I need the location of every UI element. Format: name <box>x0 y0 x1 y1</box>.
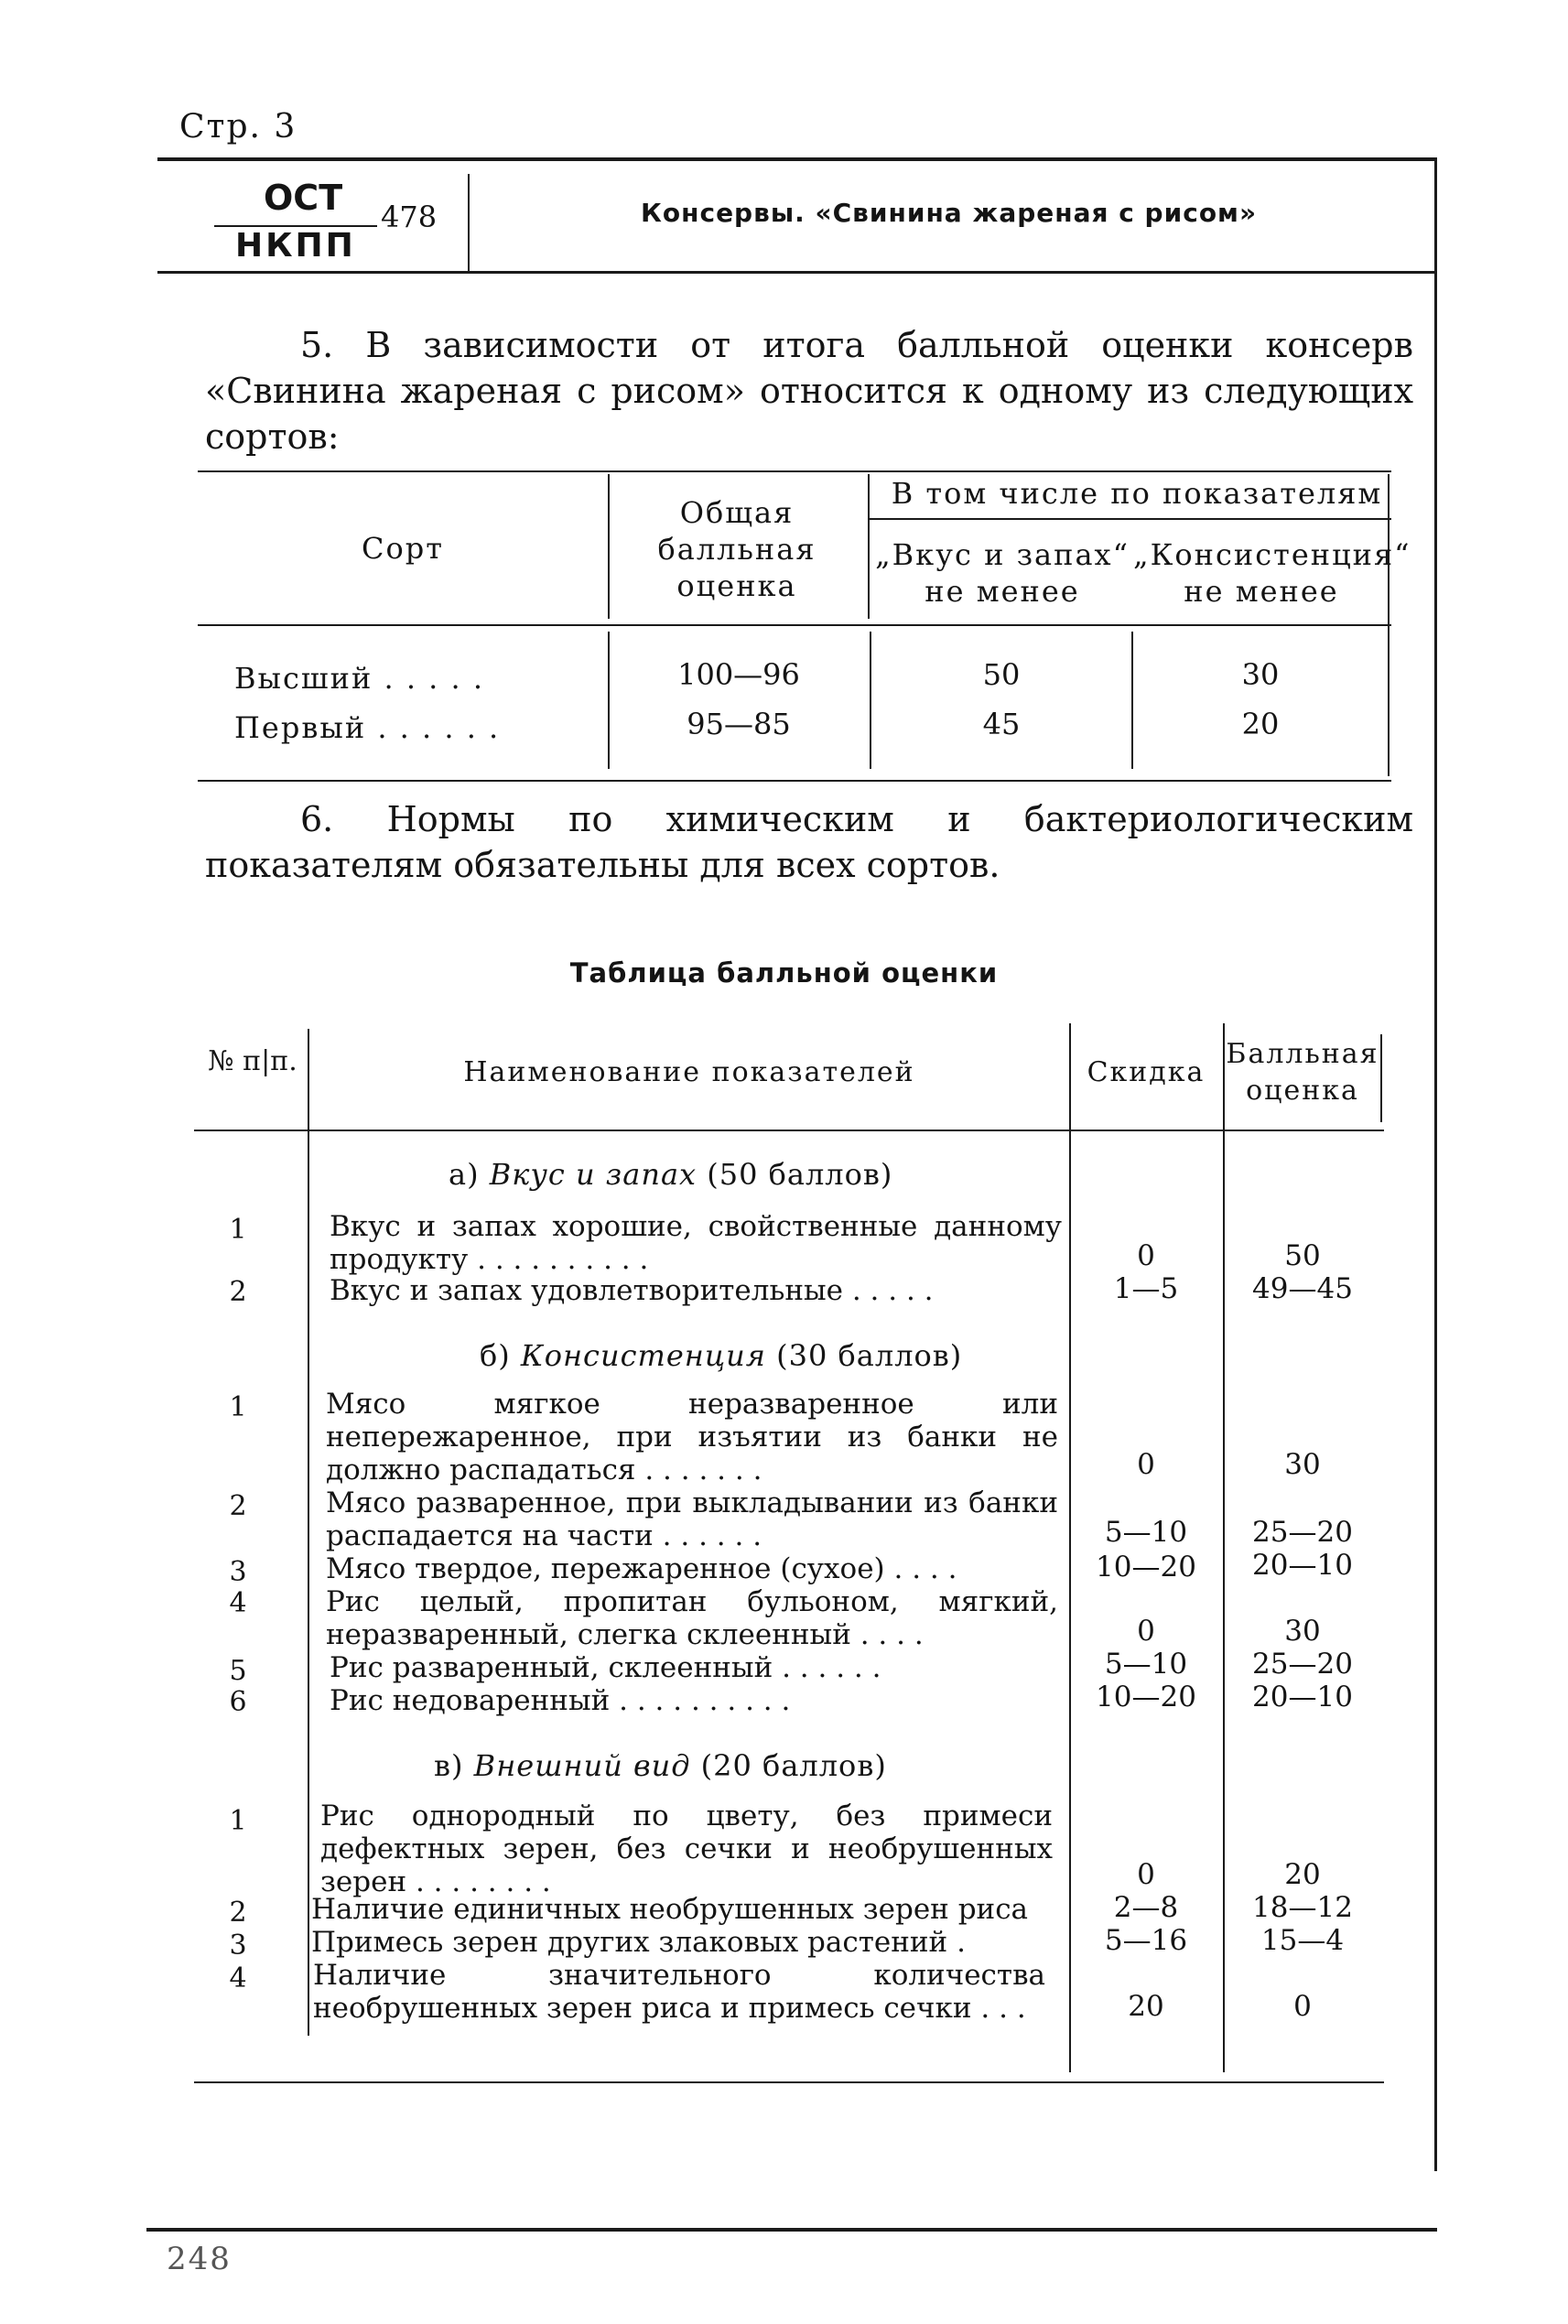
score-table-header-rule <box>194 1130 1384 1131</box>
standard-code-top: ОСТ <box>264 178 343 218</box>
row-a2-discount: 1—5 <box>1113 1272 1179 1305</box>
row-a2-no: 2 <box>229 1276 247 1308</box>
score-col-score: Балльная оценка <box>1226 1038 1379 1107</box>
section-a-points: (50 баллов) <box>707 1157 893 1192</box>
grade-table-vline-5 <box>1131 632 1133 769</box>
score-col-name: Наименование показателей <box>463 1056 915 1088</box>
page-frame-right <box>1434 157 1437 2171</box>
header-top-rule <box>157 157 1435 161</box>
grade-row-2-taste: 45 <box>982 707 1021 741</box>
row-b6-score: 20—10 <box>1252 1681 1353 1713</box>
row-a2-indicator: Вкус и запах удовлетворительные . . . . . <box>330 1274 934 1307</box>
row-a1-discount: 0 <box>1137 1239 1155 1272</box>
row-b3-indicator: Мясо твердое, пережаренное (сухое) . . . . <box>326 1552 957 1585</box>
grade-row-2-total: 95—85 <box>687 707 791 741</box>
grade-row-1-consistency: 30 <box>1241 657 1280 692</box>
row-b3-discount: 10—20 <box>1096 1551 1196 1584</box>
grade-table-group-rule <box>870 518 1391 520</box>
row-b4-indicator: Рис целый, пропитан бульоном, мягкий, неразваренный, слегка склеенный . . . . <box>326 1585 1058 1651</box>
row-c3-score: 15—4 <box>1260 1924 1345 1957</box>
row-b1-indicator: Мясо мягкое неразваренное или непережаренное, при изъятии из банки не должно распадаться . . . . . . . <box>326 1388 1058 1486</box>
row-c3-discount: 5—16 <box>1104 1924 1188 1957</box>
page-label: Стр. 3 <box>179 108 297 146</box>
grade-row-1-name: Высший . . . . . <box>234 661 485 696</box>
row-b3-score: 20—10 <box>1252 1549 1353 1582</box>
row-b5-discount: 5—10 <box>1104 1648 1188 1681</box>
section-c-points: (20 баллов) <box>700 1748 887 1783</box>
row-c4-indicator: Наличие значительного количества необрушенных зерен риса и примесь сечки . . . <box>313 1959 1045 2025</box>
grade-col-group: В том числе по показателям <box>891 476 1383 511</box>
grade-table-vline-3 <box>608 632 610 769</box>
row-b4-discount: 0 <box>1137 1615 1155 1648</box>
grade-table-header-rule <box>198 624 1391 626</box>
grade-table-vline-right <box>1388 474 1390 776</box>
row-b1-no: 1 <box>229 1391 247 1423</box>
grade-table-vline-1 <box>608 474 610 619</box>
paragraph-5: 5. В зависимости от итога балльной оценки консерв «Свинина жареная с рисом» относится к одному из следующих сортов: <box>205 325 1413 457</box>
grade-row-1-total: 100—96 <box>677 657 800 692</box>
section-b-points: (30 баллов) <box>776 1338 963 1373</box>
section-a-heading <box>449 1157 892 1192</box>
grade-col-grade: Сорт <box>362 531 444 566</box>
row-b2-no: 2 <box>229 1490 247 1522</box>
section-a-name: Вкус и запах <box>489 1157 697 1192</box>
grade-col-consistency: „Консистенция“ не менее <box>1133 537 1411 609</box>
header-divider <box>468 174 470 271</box>
row-c4-no: 4 <box>229 1962 247 1994</box>
row-b5-no: 5 <box>229 1655 247 1687</box>
grade-col-taste: „Вкус и запах“ не менее <box>875 537 1130 609</box>
section-b-name: Консистенция <box>520 1338 766 1373</box>
score-table-bottom-rule <box>194 2081 1384 2083</box>
row-a1-score: 50 <box>1284 1239 1321 1272</box>
score-table-vline-1 <box>308 1029 309 2036</box>
document-title: Консервы. «Свинина жареная с рисом» <box>641 198 1258 228</box>
grade-col-total: Общая балльная оценка <box>657 495 816 603</box>
row-c2-score: 18—12 <box>1252 1891 1353 1924</box>
grade-table-bottom-rule <box>198 780 1391 782</box>
header-bottom-rule <box>157 271 1435 274</box>
section-a-prefix: а) <box>449 1157 480 1192</box>
section-c-name: Внешний вид <box>473 1748 691 1783</box>
grade-table-vline-4 <box>870 632 871 769</box>
standard-number: 478 <box>381 200 438 234</box>
row-a1-indicator: Вкус и запах хорошие, свойственные данному продукту . . . . . . . . . . <box>330 1210 1062 1276</box>
score-table-title: Таблица балльной оценки <box>569 957 999 989</box>
row-b5-indicator: Рис разваренный, склеенный . . . . . . <box>330 1651 881 1684</box>
row-c1-discount: 0 <box>1137 1858 1155 1891</box>
row-c2-discount: 2—8 <box>1113 1891 1179 1924</box>
row-b6-discount: 10—20 <box>1096 1681 1196 1713</box>
row-b2-discount: 5—10 <box>1104 1516 1188 1549</box>
row-a1-no: 1 <box>229 1214 247 1246</box>
row-b1-discount: 0 <box>1137 1448 1155 1481</box>
row-b6-no: 6 <box>229 1686 247 1718</box>
grade-row-2-name: Первый . . . . . . <box>234 710 501 745</box>
page-bottom-rule <box>146 2228 1437 2232</box>
row-b2-indicator: Мясо разваренное, при выкладывании из банки распадается на части . . . . . . <box>326 1486 1058 1552</box>
grade-row-2-consistency: 20 <box>1241 707 1280 741</box>
standard-code-bottom: НКПП <box>235 227 356 265</box>
row-b5-score: 25—20 <box>1252 1648 1353 1681</box>
row-c4-score: 0 <box>1293 1990 1312 2023</box>
row-b4-score: 30 <box>1284 1615 1321 1648</box>
score-col-no: № п|п. <box>208 1045 297 1077</box>
row-c1-score: 20 <box>1284 1858 1321 1891</box>
row-c2-no: 2 <box>229 1897 247 1929</box>
paragraph-6: 6. Нормы по химическим и бактериологическим показателям обязательны для всех сортов. <box>205 799 1413 885</box>
row-b4-no: 4 <box>229 1587 247 1619</box>
row-c1-no: 1 <box>229 1805 247 1837</box>
row-b6-indicator: Рис недоваренный . . . . . . . . . . <box>330 1684 791 1717</box>
row-b3-no: 3 <box>229 1556 247 1588</box>
grade-table-top-rule <box>198 470 1391 472</box>
row-c3-indicator: Примесь зерен других злаковых растений . <box>311 1926 966 1959</box>
row-a2-score: 49—45 <box>1252 1272 1353 1305</box>
row-c2-indicator: Наличие единичных необрушенных зерен риса <box>311 1893 1029 1926</box>
row-c1-indicator: Рис однородный по цвету, без примеси дефектных зерен, без сечки и необрушенных зерен . . . . . . . . <box>320 1800 1053 1898</box>
section-c-prefix: в) <box>434 1748 464 1783</box>
row-c3-no: 3 <box>229 1929 247 1962</box>
row-c4-discount: 20 <box>1128 1990 1164 2023</box>
section-b-heading <box>480 1338 962 1373</box>
section-c-heading <box>434 1748 887 1783</box>
score-col-discount: Скидка <box>1087 1056 1206 1088</box>
row-b1-score: 30 <box>1284 1448 1321 1481</box>
page-folio: 248 <box>167 2241 232 2277</box>
grade-row-1-taste: 50 <box>982 657 1021 692</box>
row-b2-score: 25—20 <box>1252 1516 1353 1549</box>
section-b-prefix: б) <box>480 1338 511 1373</box>
score-table-vline-right <box>1380 1034 1382 1122</box>
